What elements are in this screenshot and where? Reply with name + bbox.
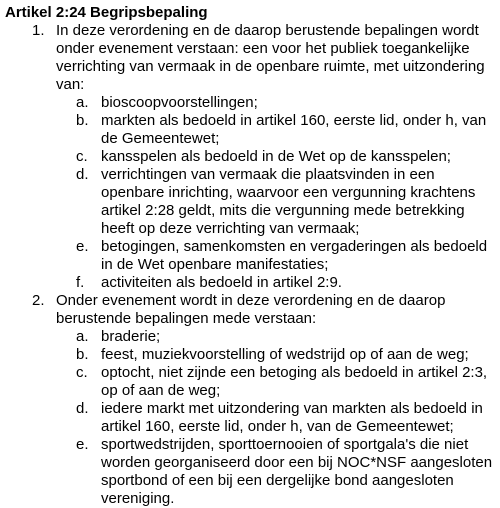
sub-item-1e: [5, 238, 497, 274]
sub-item-1b: [5, 112, 497, 148]
sub-item-letter: a.: [76, 94, 89, 111]
sub-item-letter: d.: [76, 166, 89, 183]
sub-item-1f: [5, 274, 497, 292]
sub-item-text: activiteiten als bedoeld in artikel 2:9.: [101, 274, 342, 291]
item-text: In deze verordening en de daarop berustende bepalingen wordt onder evenement verstaan: een voor het publiek toegankelijke verrichting van vermaak in de openbare ruimte, met uitzondering van:: [56, 22, 485, 93]
sub-item-text: feest, muziekvoorstelling of wedstrijd op of aan de weg;: [101, 346, 469, 363]
sub-item-letter: a.: [76, 328, 89, 345]
sub-item-text: kansspelen als bedoeld in de Wet op de kansspelen;: [101, 148, 451, 165]
sub-item-letter: d.: [76, 400, 89, 417]
sub-item-2c: [5, 364, 497, 400]
sub-item-letter: e.: [76, 238, 89, 255]
sub-item-1c: [5, 148, 497, 166]
item-number: 1.: [32, 22, 45, 39]
sub-item-text: verrichtingen van vermaak die plaatsvinden in een openbare inrichting, waarvoor een vergunning krachtens artikel 2:28 geldt, mits die vergunning mede betrekking heeft op deze verrichting van vermaak;: [101, 166, 476, 237]
sub-item-text: optocht, niet zijnde een betoging als bedoeld in artikel 2:3, op of aan de weg;: [101, 364, 488, 399]
document: [5, 4, 497, 508]
sub-item-2b: [5, 346, 497, 364]
sub-item-text: iedere markt met uitzondering van markten als bedoeld in artikel 160, eerste lid, onder h, van de Gemeentewet;: [101, 400, 483, 435]
sub-item-text: markten als bedoeld in artikel 160, eerste lid, onder h, van de Gemeentewet;: [101, 112, 487, 147]
sub-item-letter: c.: [76, 148, 88, 165]
sub-item-text: bioscoopvoorstellingen;: [101, 94, 258, 111]
sub-item-text: sportwedstrijden, sporttoernooien of sportgala's die niet worden georganiseerd door een bij NOC*NSF aangesloten sportbond of een bij een dergelijke bond aangesloten vereniging.: [101, 436, 493, 507]
item-number: 2.: [32, 292, 45, 309]
sub-item-letter: b.: [76, 112, 89, 129]
sub-item-letter: b.: [76, 346, 89, 363]
sub-item-2a: [5, 328, 497, 346]
sub-item-letter: f.: [76, 274, 85, 291]
sub-item-1d: [5, 166, 497, 238]
sub-item-1a: [5, 94, 497, 112]
article-title: Artikel 2:24 Begripsbepaling: [5, 4, 208, 21]
sub-item-2d: [5, 400, 497, 436]
sub-item-text: braderie;: [101, 328, 161, 345]
sub-item-letter: e.: [76, 436, 89, 453]
sub-item-2e: [5, 436, 497, 508]
list-item-1: [5, 22, 497, 94]
sub-item-letter: c.: [76, 364, 88, 381]
sub-item-text: betogingen, samenkomsten en vergaderingen als bedoeld in de Wet openbare manifestaties;: [101, 238, 488, 273]
list-item-2: [5, 292, 497, 328]
item-text: Onder evenement wordt in deze verordening en de daarop berustende bepalingen mede verstaan:: [56, 292, 446, 327]
